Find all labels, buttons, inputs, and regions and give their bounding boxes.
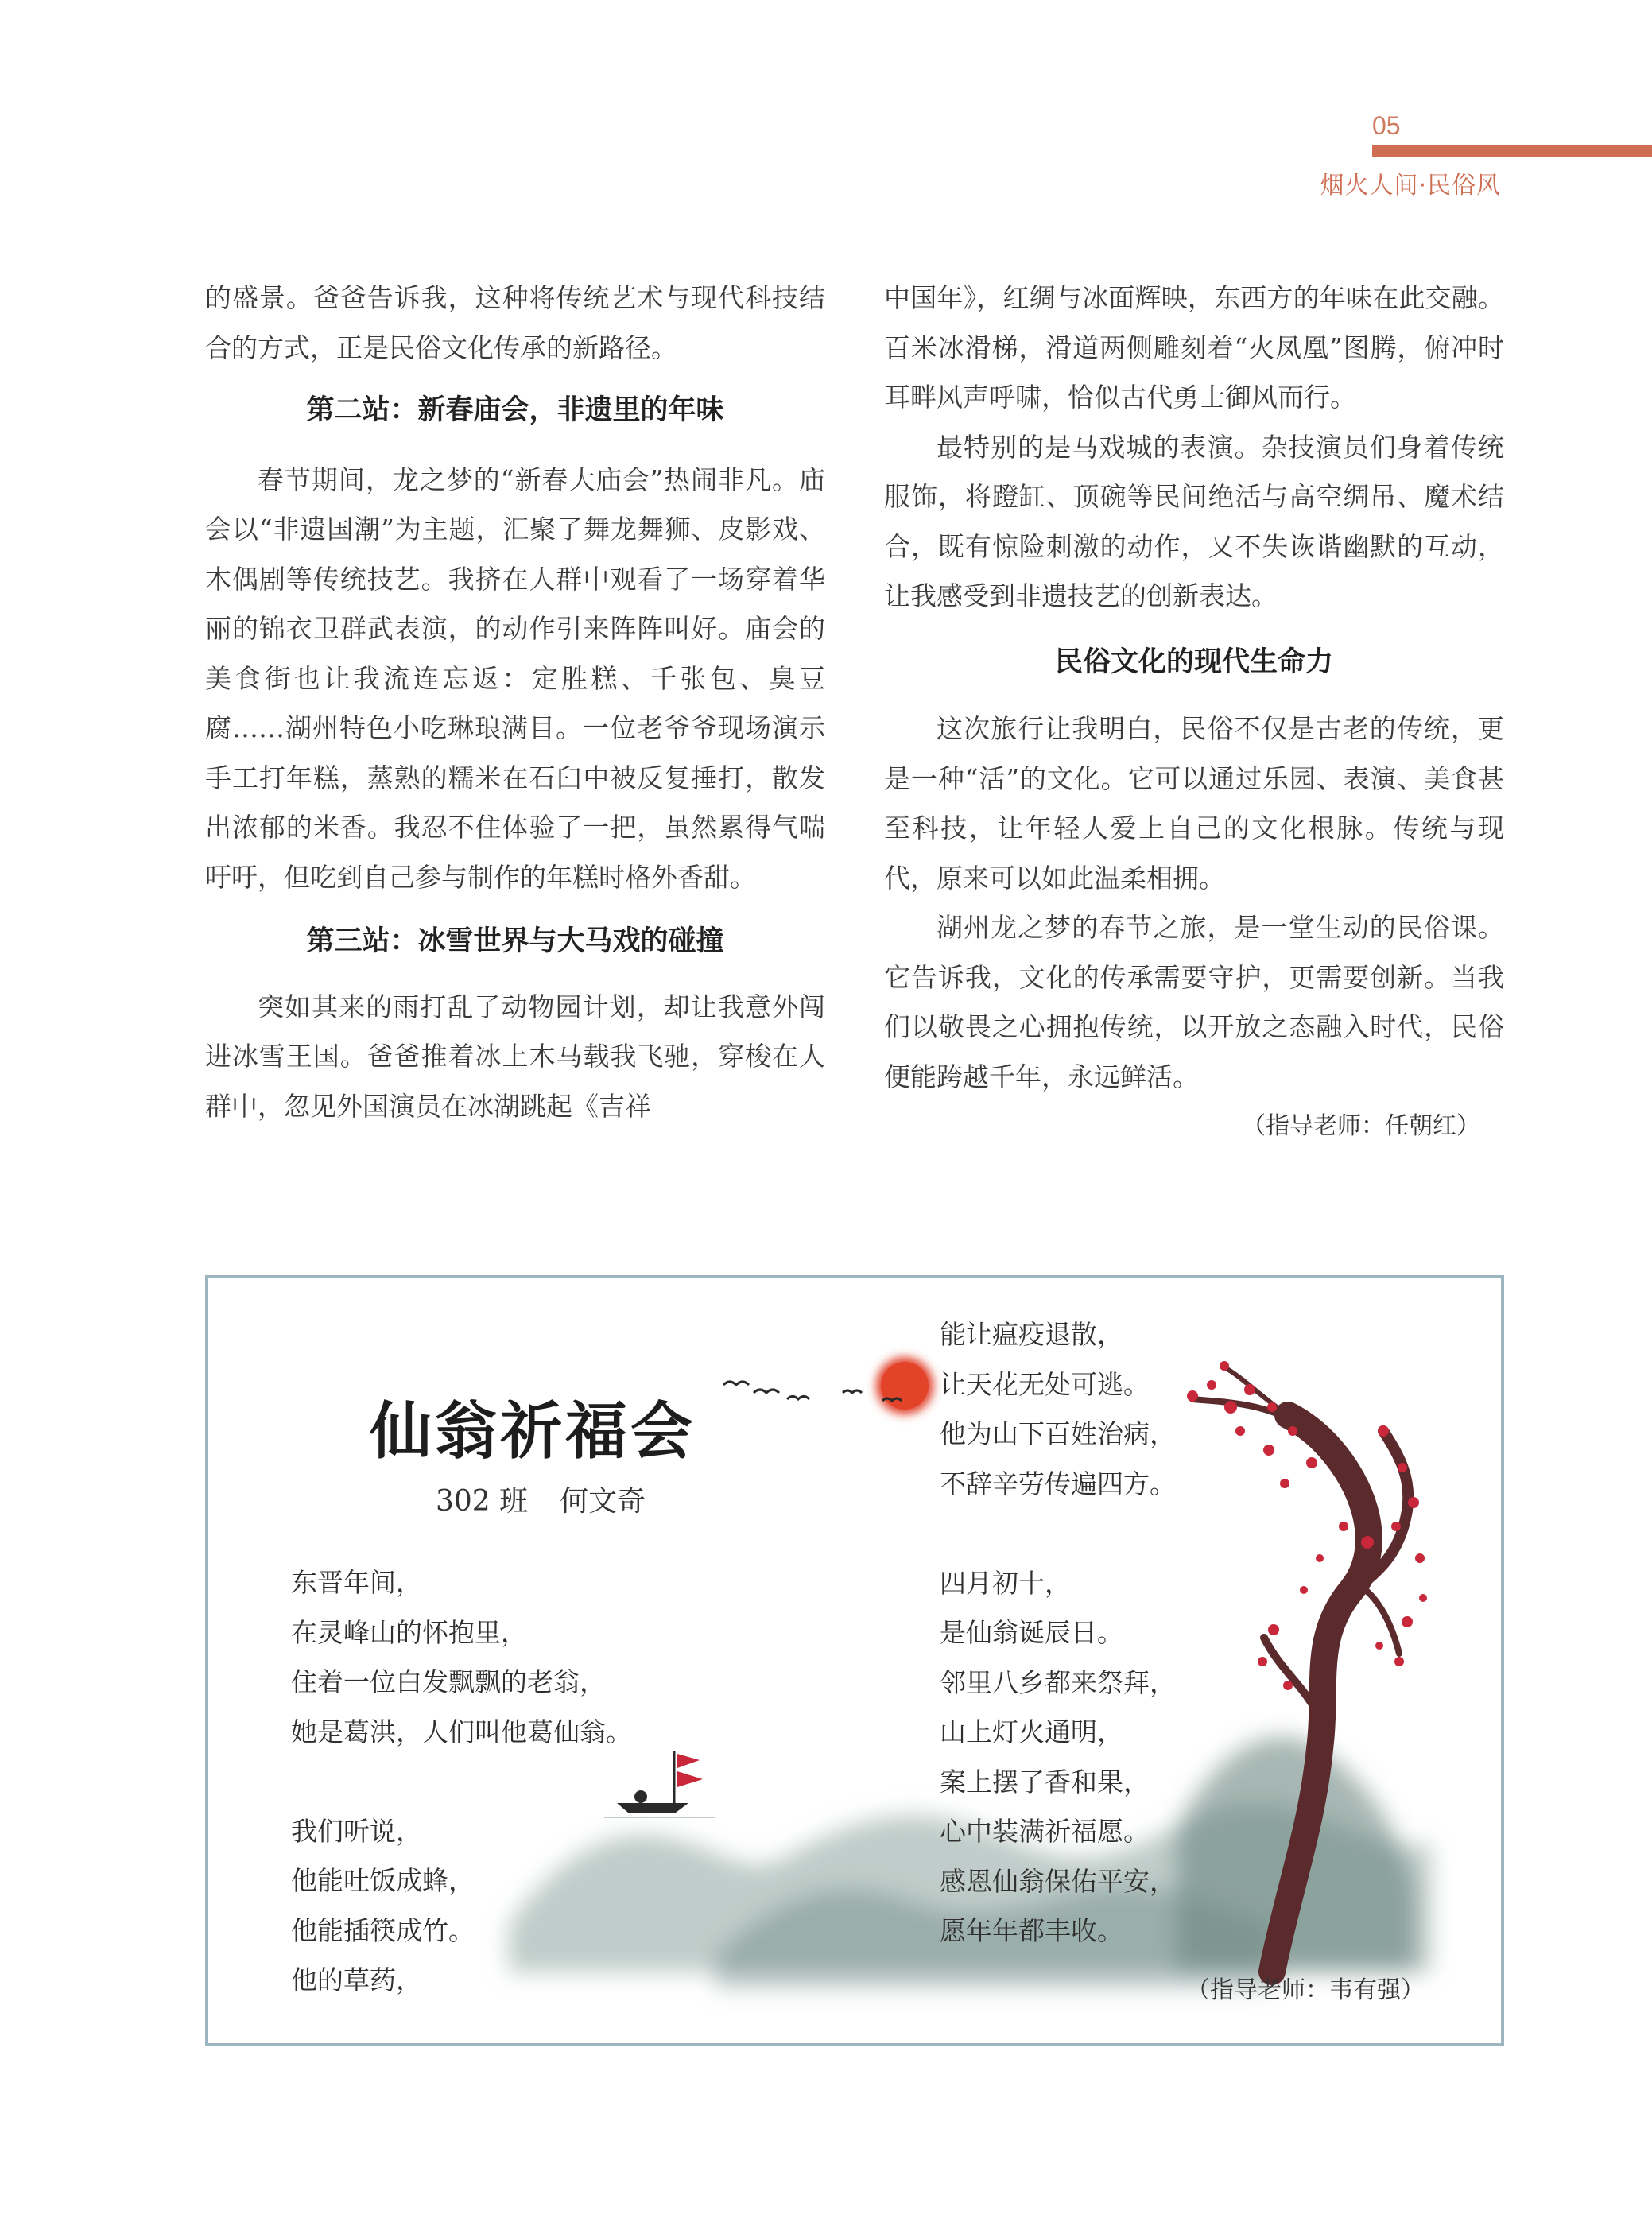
poem-line: 他能吐饭成蜂， xyxy=(291,1865,475,1896)
poem-line: 住着一位白发飘飘的老翁， xyxy=(291,1666,606,1697)
poem-left-stanzas xyxy=(291,1558,632,2006)
paragraph: 春节期间，龙之梦的“新春大庙会”热闹非凡。庙会以“非遗国潮”为主题，汇聚了舞龙舞狮、皮影戏、木偶剧等传统技艺。我挤在人群中观看了一场穿着华丽的锦衣卫群武表演，的动作引来阵阵叫好。庙会的美食街也让我流连忘返：定胜糕、千张包、臭豆腐……湖州特色小吃琳琅满目。一位老爷爷现场演示手工打年糕，蒸熟的糯米在石臼中被反复捶打，散发出浓郁的米香。我忍不住体验了一把，虽然累得气喘吁吁，但吃到自己参与制作的年糕时格外香甜。 xyxy=(205,463,825,893)
poem-line: 东晋年间， xyxy=(291,1567,422,1598)
section-heading: 第三站：冰雪世界与大马戏的碰撞 xyxy=(306,925,724,957)
class-label: 302 班 xyxy=(436,1485,529,1518)
poem-line: 是仙翁诞辰日。 xyxy=(940,1617,1123,1648)
paragraph: 最特别的是马戏城的表演。杂技演员们身着传统服饰，将蹬缸、顶碗等民间绝活与高空绸吊、魔术结合，既有惊险刺激的动作，又不失诙谐幽默的互动，让我感受到非遗技艺的创新表达。 xyxy=(884,431,1504,611)
paragraph: 中国年》，红绸与冰面辉映，东西方的年味在此交融。百米冰滑梯，滑道两侧雕刻着“火凤凰”图腾，俯冲时耳畔风声呼啸，恰似古代勇士御风而行。 xyxy=(884,282,1504,413)
poem-line: 心中装满祈福愿。 xyxy=(940,1816,1150,1847)
stanza-break xyxy=(291,1757,632,1807)
paragraph: 这次旅行让我明白，民俗不仅是古老的传统，更是一种“活”的文化。它可以通过乐园、表演、美食甚至科技，让年轻人爱上自己的文化根脉。传统与现代，原来可以如此温柔相拥。 xyxy=(884,713,1504,894)
poem-line: 山上灯火通明， xyxy=(940,1716,1123,1747)
stanza-break xyxy=(940,1509,1176,1559)
poem-line: 她是葛洪，人们叫他葛仙翁。 xyxy=(291,1716,632,1747)
poem-line: 能让瘟疫退散， xyxy=(940,1319,1123,1350)
section-heading: 民俗文化的现代生命力 xyxy=(1054,646,1333,678)
poem-line: 不辞辛劳传遍四方。 xyxy=(940,1468,1176,1499)
flying-birds xyxy=(723,1382,902,1401)
poem-line: 四月初十， xyxy=(940,1567,1071,1599)
poem-line: 在灵峰山的怀抱里， xyxy=(291,1616,527,1648)
poem-line: 我们听说， xyxy=(291,1815,422,1847)
section-heading: 第二站：新春庙会，非遗里的年味 xyxy=(306,394,724,426)
paragraph: 湖州龙之梦的春节之旅，是一堂生动的民俗课。它告诉我，文化的传承需要守护，更需要创新。当我们以敬畏之心拥抱传统，以开放之态融入时代，民俗便能跨越千年，永远鲜活。 xyxy=(884,912,1504,1092)
paragraph: 的盛景。爸爸告诉我，这种将传统艺术与现代科技结合的方式，正是民俗文化传承的新路径。 xyxy=(205,282,825,363)
poem-line: 感恩仙翁保佑平安， xyxy=(940,1865,1176,1897)
poem-line: 愿年年都丰收。 xyxy=(940,1915,1123,1946)
poem-line: 他为山下百姓治病， xyxy=(940,1418,1176,1449)
poem-title: 仙翁祈福会 xyxy=(370,1395,696,1468)
poem-line: 他能插筷成竹。 xyxy=(291,1914,475,1946)
advisor-credit: （指导老师：任朝红） xyxy=(1242,1112,1480,1140)
poem-line: 案上摆了香和果， xyxy=(940,1766,1150,1797)
author-name: 何文奇 xyxy=(560,1485,646,1518)
poem-line: 邻里八乡都来祭拜， xyxy=(940,1666,1176,1698)
poem-line: 他的草药， xyxy=(291,1964,422,1995)
page-number: 05 xyxy=(1372,111,1401,140)
poem-advisor-credit: （指导老师：韦有强） xyxy=(1186,1976,1425,2004)
paragraph: 突如其来的雨打乱了动物园计划，却让我意外闯进冰雪王国。爸爸推着冰上木马载我飞驰，穿梭在人群中，忽见外国演员在冰湖跳起《吉祥 xyxy=(205,991,825,1122)
poem-line: 让天花无处可逃。 xyxy=(940,1368,1150,1400)
poem-author-line xyxy=(436,1479,677,1519)
section-title: 烟火人间·民俗风 xyxy=(1320,172,1501,200)
poem-right-stanzas xyxy=(940,1310,1176,1956)
